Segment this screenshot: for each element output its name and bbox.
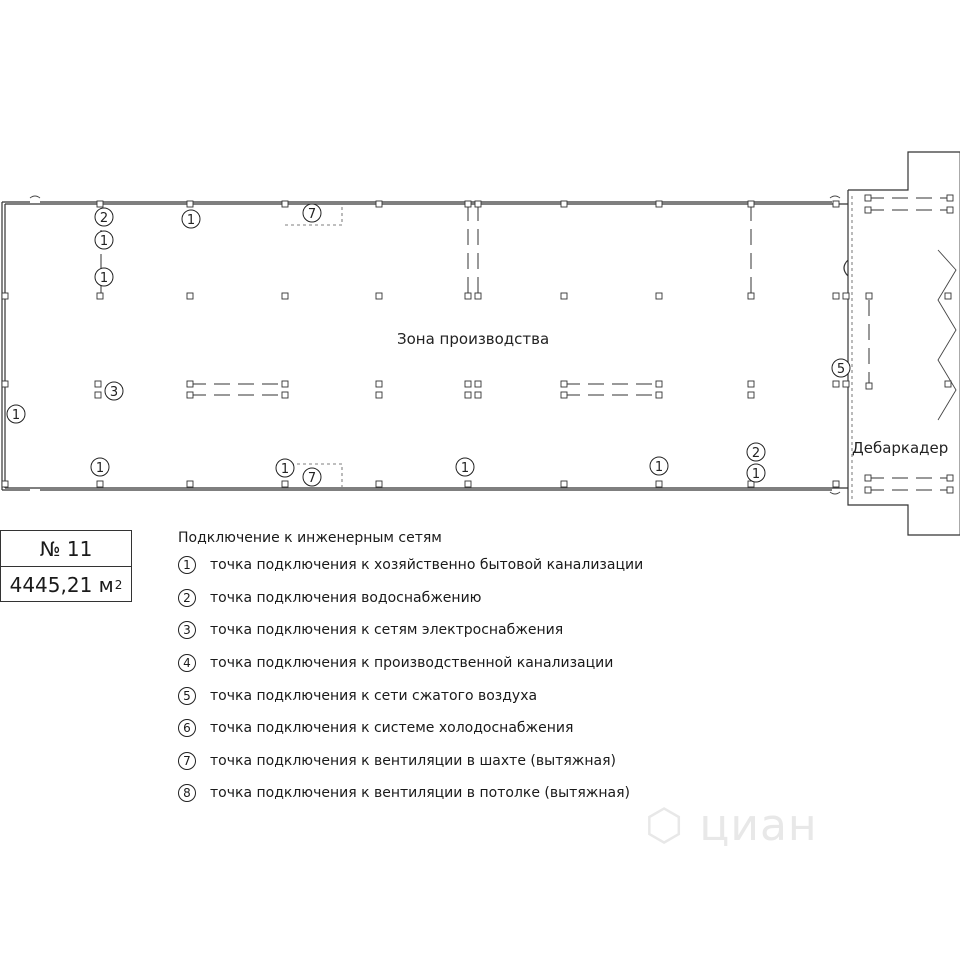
column-post <box>376 381 382 387</box>
column-post <box>475 392 481 398</box>
connection-marker <box>105 382 123 400</box>
column-post <box>2 293 8 299</box>
marker-number: 7 <box>307 207 317 222</box>
column-post <box>97 201 103 207</box>
column-post <box>475 381 481 387</box>
column-post <box>561 201 567 207</box>
column-post <box>376 392 382 398</box>
column-post <box>947 207 953 213</box>
column-post <box>187 201 193 207</box>
column-post <box>656 381 662 387</box>
marker-number: 1 <box>186 213 196 228</box>
legend-text: точка подключения к вентиляции в потолке (вытяжная) <box>210 785 630 802</box>
legend-text: точка подключения к хозяйственно бытовой канализации <box>210 557 644 574</box>
vent-shafts <box>285 205 342 487</box>
marker-number: 7 <box>307 471 317 486</box>
legend-text: точка подключения к вентиляции в шахте (вытяжная) <box>210 752 616 769</box>
legend-number-icon: 1 <box>178 556 196 574</box>
legend-item <box>178 745 738 778</box>
legend-item <box>178 712 738 745</box>
unit-number: № 11 <box>39 536 93 561</box>
column-post <box>561 481 567 487</box>
column-post <box>465 392 471 398</box>
marker-number: 2 <box>751 446 761 461</box>
column-post <box>187 392 193 398</box>
marker-number: 3 <box>109 385 119 400</box>
column-post <box>376 293 382 299</box>
column-post <box>282 201 288 207</box>
marker-number: 1 <box>751 467 761 482</box>
column-post <box>865 475 871 481</box>
column-post <box>187 381 193 387</box>
column-post <box>947 487 953 493</box>
legend-number-icon: 4 <box>178 654 196 672</box>
column-post <box>866 293 872 299</box>
column-post <box>945 381 951 387</box>
connection-marker <box>832 359 850 377</box>
legend-item <box>178 679 738 712</box>
legend-text: точка подключения к системе холодоснабжения <box>210 720 574 737</box>
legend-item <box>178 614 738 647</box>
column-post <box>748 201 754 207</box>
column-post <box>748 392 754 398</box>
production-zone-label: Зона производства <box>397 330 550 348</box>
column-post <box>2 481 8 487</box>
column-post <box>833 381 839 387</box>
column-post <box>475 201 481 207</box>
column-post <box>561 381 567 387</box>
column-post <box>865 195 871 201</box>
legend <box>178 527 738 810</box>
marker-number: 2 <box>99 211 109 226</box>
column-post <box>833 481 839 487</box>
connection-marker <box>95 231 113 249</box>
column-post <box>97 481 103 487</box>
column-post <box>656 481 662 487</box>
column-post <box>475 293 481 299</box>
connection-marker <box>303 204 321 222</box>
column-post <box>187 293 193 299</box>
column-post <box>833 201 839 207</box>
legend-text: точка подключения водоснабжению <box>210 589 482 606</box>
column-post <box>656 201 662 207</box>
legend-list <box>178 549 738 810</box>
legend-number-icon: 8 <box>178 784 196 802</box>
column-post <box>748 381 754 387</box>
column-post <box>95 392 101 398</box>
legend-number-icon: 7 <box>178 752 196 770</box>
column-post <box>465 201 471 207</box>
column-post <box>187 481 193 487</box>
connection-marker <box>303 468 321 486</box>
connection-marker <box>7 405 25 423</box>
column-post <box>376 201 382 207</box>
connection-marker <box>91 458 109 476</box>
column-post <box>656 293 662 299</box>
column-post <box>561 392 567 398</box>
column-post <box>947 475 953 481</box>
connection-marker <box>95 268 113 286</box>
column-post <box>95 381 101 387</box>
legend-number-icon: 5 <box>178 687 196 705</box>
connection-marker <box>182 210 200 228</box>
column-post <box>656 392 662 398</box>
column-post <box>947 195 953 201</box>
legend-item <box>178 647 738 680</box>
connection-marker <box>95 208 113 226</box>
column-post <box>2 381 8 387</box>
column-post <box>865 487 871 493</box>
legend-text: точка подключения к производственной канализации <box>210 655 614 672</box>
legend-number-icon: 3 <box>178 621 196 639</box>
column-post <box>465 381 471 387</box>
loading-dock-label: Дебаркадер <box>852 439 949 457</box>
marker-number: 1 <box>11 408 21 423</box>
marker-number: 5 <box>836 362 846 377</box>
marker-number: 1 <box>99 234 109 249</box>
connection-marker <box>276 459 294 477</box>
column-post <box>376 481 382 487</box>
marker-number: 1 <box>95 461 105 476</box>
marker-number: 1 <box>99 271 109 286</box>
column-post <box>97 293 103 299</box>
legend-number-icon: 2 <box>178 589 196 607</box>
column-post <box>833 293 839 299</box>
column-post <box>561 293 567 299</box>
column-post <box>865 207 871 213</box>
column-post <box>282 481 288 487</box>
marker-number: 1 <box>654 460 664 475</box>
marker-number: 1 <box>280 462 290 477</box>
column-post <box>945 293 951 299</box>
legend-number-icon: 6 <box>178 719 196 737</box>
unit-info-box <box>0 530 132 602</box>
legend-item <box>178 582 738 615</box>
column-post <box>282 293 288 299</box>
unit-area <box>1 566 131 602</box>
column-post <box>465 293 471 299</box>
connection-marker <box>747 464 765 482</box>
unit-area-power: 2 <box>114 577 123 592</box>
marker-number: 1 <box>460 461 470 476</box>
connection-marker <box>747 443 765 461</box>
column-post <box>282 381 288 387</box>
column-post <box>843 381 849 387</box>
connection-marker <box>456 458 474 476</box>
legend-text: точка подключения к сети сжатого воздуха <box>210 687 538 704</box>
watermark-logo: ⬡ циан <box>645 800 818 851</box>
column-post <box>282 392 288 398</box>
column-post <box>465 481 471 487</box>
column-post <box>866 383 872 389</box>
legend-title: Подключение к инженерным сетям <box>178 530 442 546</box>
column-post <box>843 293 849 299</box>
connection-marker <box>650 457 668 475</box>
unit-area-value: 4445,21 м <box>9 572 114 597</box>
legend-text: точка подключения к сетям электроснабжения <box>210 622 564 639</box>
legend-item <box>178 549 738 582</box>
column-post <box>748 293 754 299</box>
